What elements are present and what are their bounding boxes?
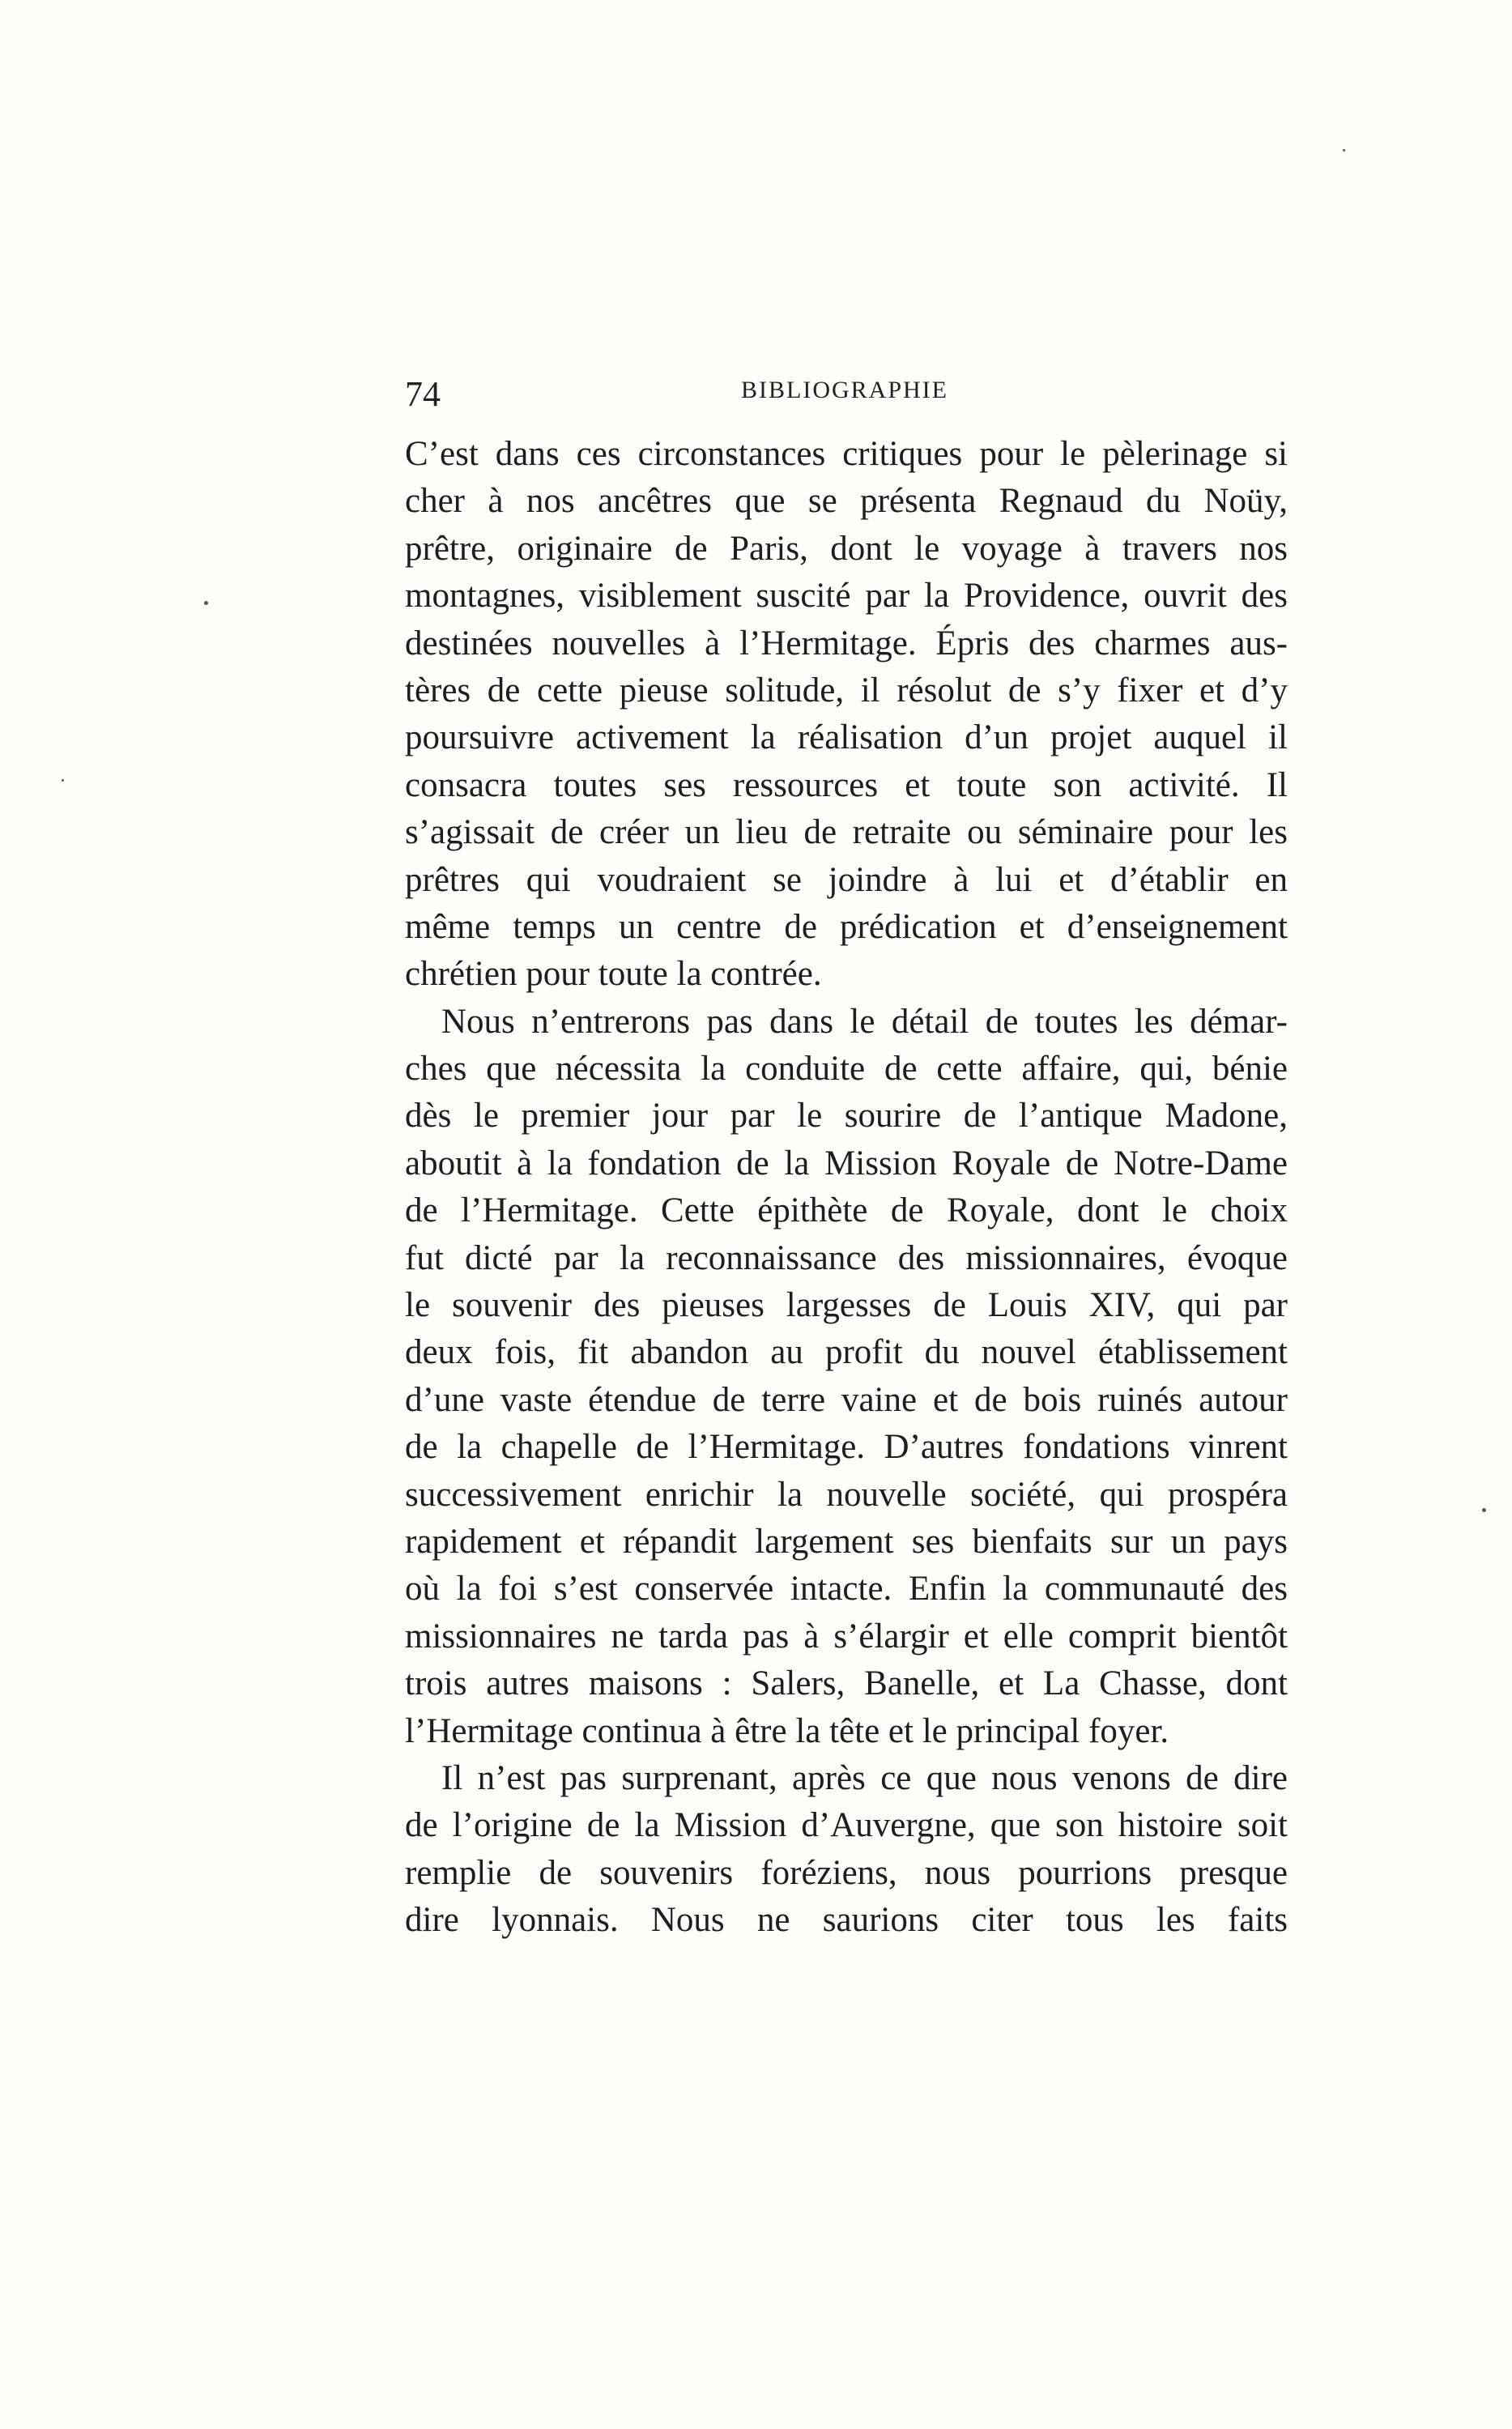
scan-speck — [204, 601, 208, 605]
text-line: poursuivre activement la réalisation d’un projet auquel il — [405, 718, 1288, 757]
running-head — [405, 369, 1288, 417]
text-line: tères de cette pieuse solitude, il résolut de s’y fixer et d’y — [405, 671, 1288, 710]
text-line: Il n’est pas surprenant, après ce que nous venons de dire — [441, 1758, 1288, 1797]
text-line: l’Hermitage continua à être la tête et le principal foyer. — [405, 1711, 1169, 1750]
text-line: chrétien pour toute la contrée. — [405, 955, 822, 994]
text-line: C’est dans ces circonstances critiques pour le pèlerinage si — [405, 435, 1288, 473]
text-line: successivement enrichir la nouvelle société, qui prospéra — [405, 1475, 1288, 1514]
text-line: même temps un centre de prédication et d’enseignement — [405, 907, 1288, 946]
text-line: prêtre, originaire de Paris, dont le voyage à travers nos — [405, 529, 1288, 568]
text-line: remplie de souvenirs foréziens, nous pourrions presque — [405, 1853, 1288, 1892]
text-line: ches que nécessita la conduite de cette affaire, qui, bénie — [405, 1050, 1288, 1089]
text-line: prêtres qui voudraient se joindre à lui et d’établir en — [405, 860, 1288, 899]
text-line: dire lyonnais. Nous ne saurions citer tous les faits — [405, 1901, 1288, 1940]
scan-speck — [1343, 149, 1345, 151]
text-line: de la chapelle de l’Hermitage. D’autres fondations vinrent — [405, 1428, 1288, 1467]
text-line: de l’origine de la Mission d’Auvergne, que son histoire soit — [405, 1806, 1288, 1845]
paragraph-2 — [405, 999, 1288, 1755]
text-line: de l’Hermitage. Cette épithète de Royale, dont le choix — [405, 1191, 1288, 1230]
paragraph-1 — [405, 431, 1288, 999]
text-line: fut dicté par la reconnaissance des missionnaires, évoque — [405, 1238, 1288, 1277]
scan-speck — [62, 779, 64, 782]
running-title: BIBLIOGRAPHIE — [741, 377, 948, 403]
scan-speck — [1482, 1508, 1486, 1512]
text-line: consacra toutes ses ressources et toute son activité. Il — [405, 765, 1288, 804]
text-line: cher à nos ancêtres que se présenta Regnaud du Noüy, — [405, 482, 1288, 521]
text-line: deux fois, fit abandon au profit du nouvel établissement — [405, 1333, 1288, 1372]
text-line: aboutit à la fondation de la Mission Royale de Notre-Dame — [405, 1144, 1288, 1183]
text-line: d’une vaste étendue de terre vaine et de bois ruinés autour — [405, 1380, 1288, 1419]
text-line: où la foi s’est conservée intacte. Enfin la communauté des — [405, 1570, 1288, 1609]
body-text — [405, 431, 1288, 1945]
paragraph-3 — [405, 1755, 1288, 1945]
text-line: s’agissait de créer un lieu de retraite ou séminaire pour les — [405, 813, 1288, 852]
text-line: missionnaires ne tarda pas à s’élargir et elle comprit bientôt — [405, 1617, 1288, 1656]
text-line: rapidement et répandit largement ses bienfaits sur un pays — [405, 1522, 1288, 1561]
text-line: le souvenir des pieuses largesses de Louis XIV, qui par — [405, 1286, 1288, 1325]
page-number: 74 — [405, 374, 441, 414]
text-line: dès le premier jour par le sourire de l’antique Madone, — [405, 1097, 1288, 1136]
text-line: destinées nouvelles à l’Hermitage. Épris des charmes aus- — [405, 624, 1288, 663]
text-line: Nous n’entrerons pas dans le détail de toutes les démar- — [441, 1002, 1288, 1041]
text-line: montagnes, visiblement suscité par la Providence, ouvrit des — [405, 577, 1288, 616]
text-line: trois autres maisons : Salers, Banelle, et La Chasse, dont — [405, 1664, 1288, 1703]
